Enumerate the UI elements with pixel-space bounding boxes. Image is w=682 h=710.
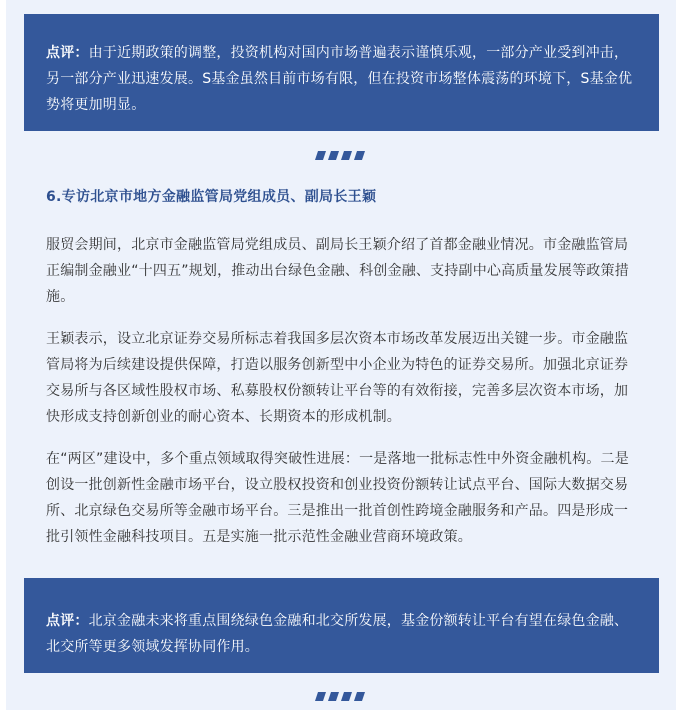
comment-text: 北京金融未来将重点围绕绿色金融和北交所发展，基金份额转让平台有望在绿色金融、北交所等更多领域发挥协同作用。 <box>46 613 629 655</box>
comment-box-bottom <box>24 578 659 673</box>
paragraph: 王颖表示，设立北京证券交易所标志着我国多层次资本市场改革发展迈出关键一步。市金融监管局将为后续建设提供保障，打造以服务创新型中小企业为特色的证券交易所。加强北京证券交易所与各区域性股权市场、私募股权份额转让平台等的有效衔接，完善多层次资本市场，加快形成支持创新创业的耐心资本、长期资本的形成机制。 <box>46 331 629 425</box>
paragraph: 在“两区”建设中，多个重点领域取得突破性进展：一是落地一批标志性中外资金融机构。二是创设一批创新性金融市场平台，设立股权投资和创业投资份额转让试点平台、国际大数据交易所、北京绿色交易所等金融市场平台。三是推出一批首创性跨境金融服务和产品。四是形成一批引领性金融科技项目。五是实施一批示范性金融业营商环境政策。 <box>46 451 629 545</box>
striped-divider-icon <box>315 151 367 160</box>
article-page <box>6 0 676 710</box>
comment-text: 由于近期政策的调整，投资机构对国内市场普遍表示谨慎乐观，一部分产业受到冲击，另一部分产业迅速发展。S基金虽然目前市场有限，但在投资市场整体震荡的环境下，S基金优势将更加明显。 <box>46 45 633 113</box>
comment-label: 点评： <box>46 45 89 61</box>
striped-divider-icon <box>315 692 367 701</box>
comment-box-top <box>24 14 659 131</box>
paragraph: 服贸会期间，北京市金融监管局党组成员、副局长王颖介绍了首都金融业情况。市金融监管局正编制金融业“十四五”规划，推动出台绿色金融、科创金融、支持副中心高质量发展等政策措施。 <box>46 237 629 305</box>
comment-label: 点评： <box>46 613 89 629</box>
section-title: 6.专访北京市地方金融监管局党组成员、副局长王颖 <box>46 189 377 205</box>
